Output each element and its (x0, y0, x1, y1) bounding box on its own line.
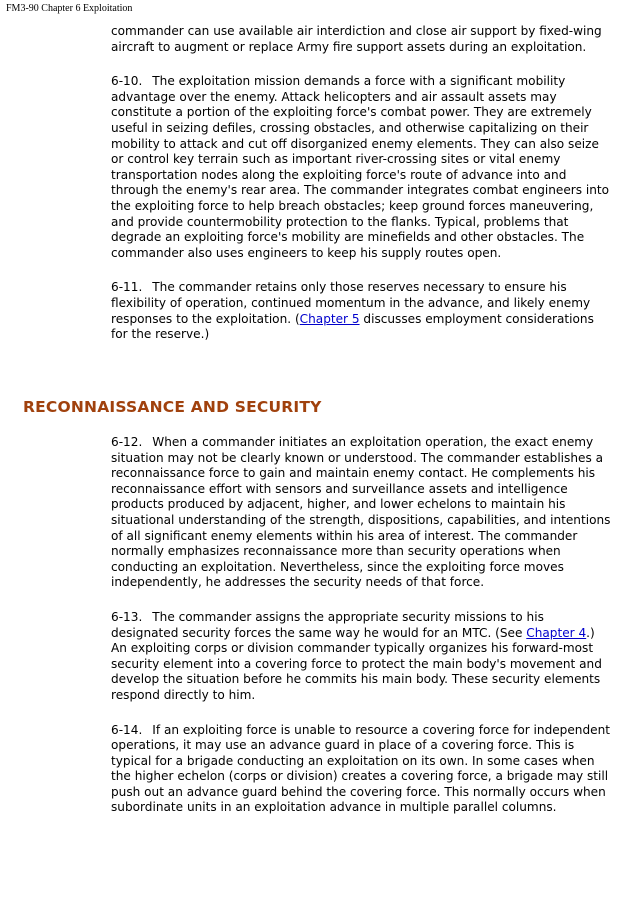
paragraph-number: 6-13. (111, 609, 143, 624)
paragraph-text: If an exploiting force is unable to resource a covering force for independent operations, it may use an advance guard in place of a covering force. This is typical for a brigade conducting an exploitation on its own. In some cases when the higher echelon (corps or division) creates a covering force, a brigade may still push out an advance guard behind the covering force. This normally occurs when subordinate units in an exploitation advance in multiple parallel columns. (111, 722, 610, 815)
content-top (111, 24, 611, 362)
paragraph-6-12 (111, 435, 611, 591)
paragraph-number: 6-10. (111, 74, 143, 89)
paragraph-number: 6-12. (111, 435, 143, 449)
paragraph (111, 24, 611, 55)
paragraph-text: commander can use available air interdiction and close air support by fixed-wing aircraft to augment or replace Army fire support assets during an exploitation. (111, 24, 602, 54)
paragraph-text: discusses employment considerations for the reserve.) (111, 311, 594, 342)
paragraph-6-14 (111, 723, 611, 817)
section-heading: RECONNAISSANCE AND SECURITY (23, 398, 322, 416)
chapter-5-link[interactable]: Chapter 5 (299, 311, 360, 326)
page-header: FM3-90 Chapter 6 Exploitation (6, 3, 133, 14)
paragraph-text: The exploitation mission demands a force with a significant mobility advantage over the enemy. Attack helicopters and air assault assets may constitute a portion of the exploiting force's combat power. They are extremely useful in seizing defiles, crossing obstacles, and otherwise capitalizing on their mobility to attack and cut off disorganized enemy elements. They can also seize or control key terrain such as important river-crossing sites or vital enemy transportation nodes along the exploiting force's route of advance into and through the enemy's rear area. The commander integrates combat engineers into the exploiting force to help breach obstacles; keep ground forces maneuvering, and provide countermobility protection to the flanks. Typical, problems that degrade an exploiting force's mobility are minefields and other obstacles. The commander also uses engineers to keep his supply routes open. (111, 74, 610, 260)
content-section (111, 435, 611, 835)
chapter-4-link[interactable]: Chapter 4 (526, 625, 587, 640)
paragraph-6-13 (111, 610, 611, 704)
paragraph-6-11 (111, 280, 611, 342)
paragraph-text: .) An exploiting corps or division commander typically organizes his forward-most security element into a covering force to protect the main body's movement and develop the situation before he commits his main body. These security elements respond directly to him. (111, 625, 602, 702)
paragraph-text: The commander assigns the appropriate security missions to his designated security forces the same way he would for an MTC. (See (111, 609, 544, 640)
paragraph-6-10 (111, 74, 611, 261)
paragraph-text: The commander retains only those reserves necessary to ensure his flexibility of operation, continued momentum in the advance, and likely enemy responses to the exploitation. ( (111, 280, 591, 326)
paragraph-number: 6-11. (111, 280, 143, 295)
paragraph-text: When a commander initiates an exploitation operation, the exact enemy situation may not be clearly known or understood. The commander establishes a reconnaissance force to gain and maintain enemy contact. He complements his reconnaissance effort with sensors and surveillance assets and intelligence products produced by adjacent, higher, and lower echelons to maintain his situational understanding of the strength, dispositions, capabilities, and intentions of all significant enemy elements within his area of interest. The commander normally emphasizes reconnaissance more than security operations when conducting an exploitation. Nevertheless, since the exploiting force moves independently, he addresses the security needs of that force. (111, 435, 611, 590)
paragraph-number: 6-14. (111, 722, 143, 737)
